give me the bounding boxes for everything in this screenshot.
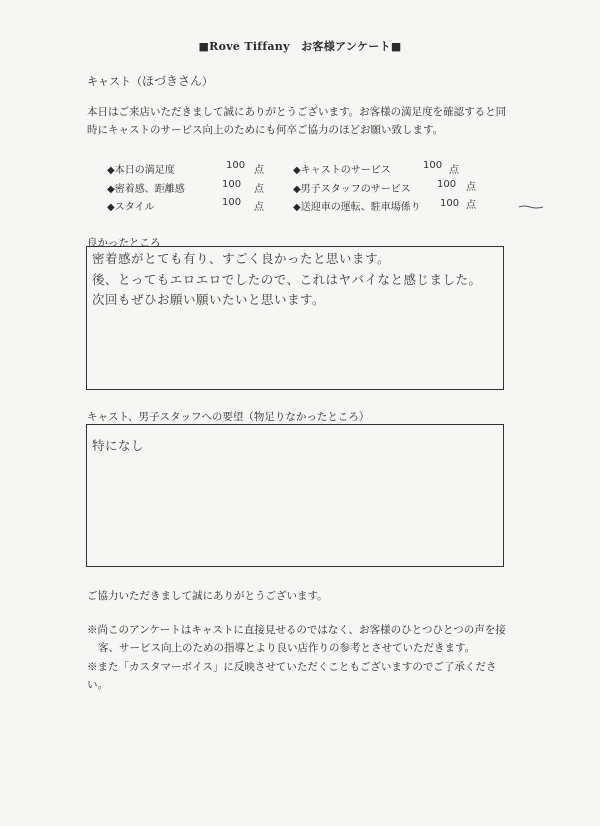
footer-note-line: ※尚このアンケートはキャストに直接見せるのではなく、お客様のひとつひとつの声を接	[87, 624, 506, 636]
cast-name-handwritten: ほづきさん	[142, 74, 203, 88]
rating-score-cast-service: 100	[423, 160, 443, 171]
footer-note	[87, 621, 517, 657]
good-points-label: 良かったところ	[87, 237, 161, 249]
rating-score-driver: 100	[440, 198, 460, 209]
intro-text	[87, 103, 517, 139]
rating-unit: 点	[254, 202, 264, 213]
cast-label: キャスト（	[87, 75, 142, 88]
rating-unit: 点	[466, 182, 476, 193]
rating-unit: 点	[449, 165, 459, 176]
rating-unit: 点	[466, 200, 476, 211]
rating-score-staff-service: 100	[437, 179, 457, 190]
rating-label-satisfaction: ◆本日の満足度	[107, 165, 175, 176]
rating-label-cast-service: ◆キャストのサービス	[293, 165, 391, 176]
good-points-line: 次回もぜひお願い願いたいと思います。	[92, 292, 326, 307]
rating-label-style: ◆スタイル	[107, 202, 155, 213]
survey-title: ■Rove Tiffany お客様アンケート■	[198, 40, 402, 53]
rating-label-staff-service: ◆男子スタッフのサービス	[293, 184, 411, 195]
rating-unit: 点	[254, 184, 264, 195]
requests-box	[86, 424, 504, 567]
cast-label-close: ）	[202, 75, 214, 88]
intro-line: 時にキャストのサービス向上のためにも何卒ご協力のほどお願い致します。	[87, 124, 444, 136]
cast-field	[87, 72, 213, 89]
intro-line: 本日はご来店いただきまして誠にありがとうございます。お客様の満足度を確認すると同	[87, 106, 507, 118]
pen-scribble-mark	[518, 204, 544, 210]
rating-label-closeness: ◆密着感、距離感	[107, 184, 185, 195]
thanks-text: ご協力いただきまして誠にありがとうございます。	[87, 590, 328, 602]
good-points-line: 密着感がとても有り、すごく良かったと思います。	[92, 251, 391, 266]
footer-note-2: ※また「カスタマーボイス」に反映させていただくこともございますのでご了承ください。	[87, 661, 497, 691]
requests-answer: 特になし	[92, 438, 145, 453]
rating-score-style: 100	[222, 197, 242, 208]
good-points-line: 後、とってもエロエロでしたので、これはヤバイなと感じました。	[92, 272, 482, 287]
rating-label-driver: ◆送迎車の運転、駐車場係り	[293, 202, 421, 213]
rating-unit: 点	[254, 165, 264, 176]
rating-score-satisfaction: 100	[226, 160, 246, 171]
footer-note-line: 客、サービス向上のための指導とより良い店作りの参考とさせていただきます。	[98, 642, 476, 654]
rating-score-closeness: 100	[222, 179, 242, 190]
good-points-box	[86, 246, 504, 390]
requests-label: キャスト、男子スタッフへの要望（物足りなかったところ）	[87, 411, 370, 423]
